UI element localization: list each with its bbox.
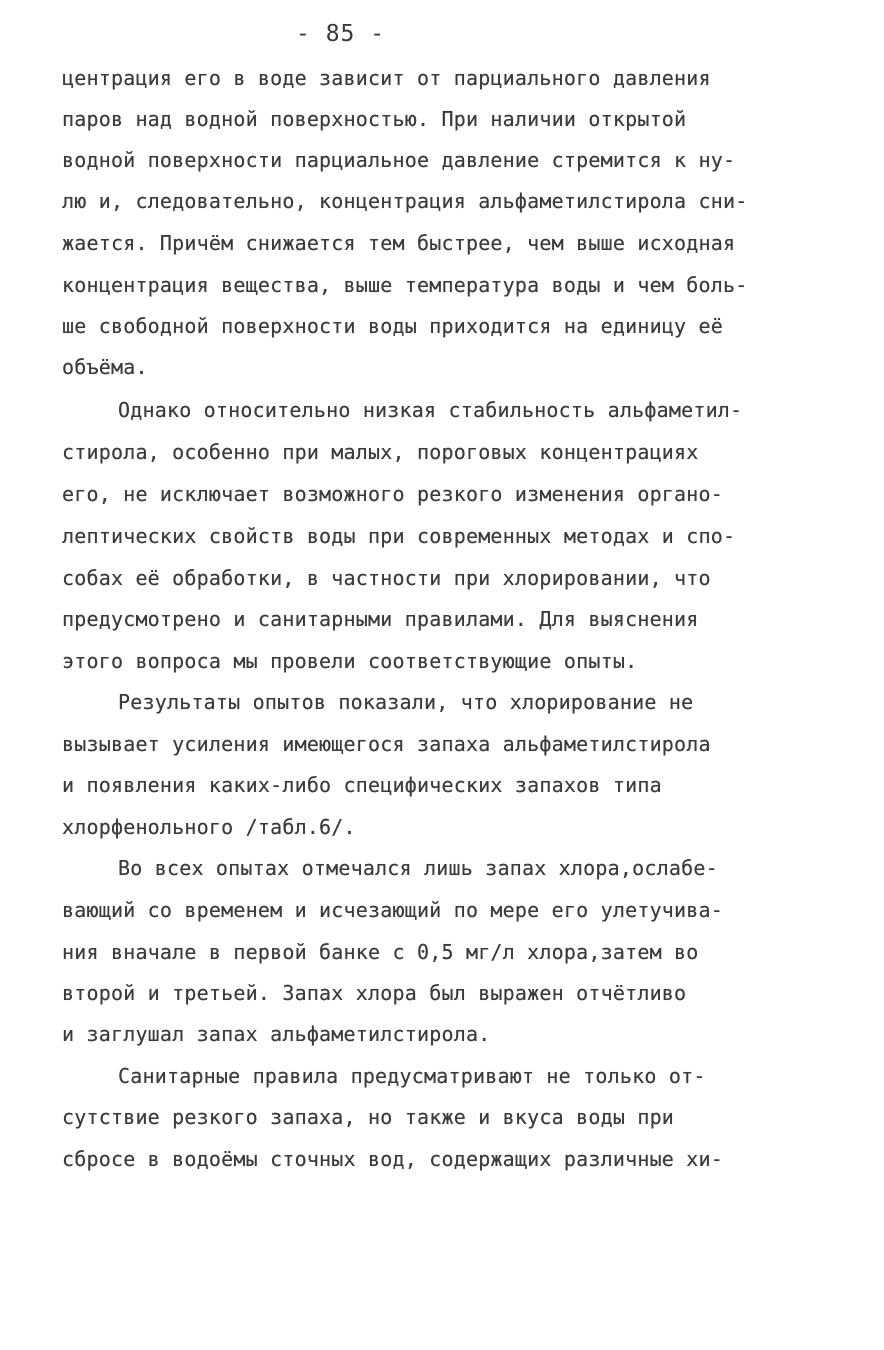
text-line: концентрация вещества, выше температура воды и чем боль- [62,273,748,297]
text-line: собах её обработки, в частности при хлорировании, что [62,566,711,590]
page-number: - 85 - [296,21,386,47]
text-line: хлорфенольного /табл.6/. [62,815,356,839]
text-line: сутствие резкого запаха, но также и вкуса воды при [62,1105,675,1129]
text-line: этого вопроса мы провели соответствующие опыты. [62,649,638,673]
text-line: паров над водной поверхностью. При наличии открытой [62,107,687,131]
text-line: второй и третьей. Запах хлора был выражен отчётливо [62,981,687,1005]
text-line: ния вначале в первой банке с 0,5 мг/л хлора,затем во [62,940,699,964]
paragraph-first-line: Результаты опытов показали, что хлорирование не [118,690,694,714]
text-line: ше свободной поверхности воды приходится на единицу её [62,314,724,338]
paragraph-first-line: Во всех опытах отмечался лишь запах хлора,ослабе- [118,856,718,880]
text-line: его, не исключает возможного резкого изменения органо- [62,482,724,506]
text-line: предусмотрено и санитарными правилами. Для выяснения [62,607,699,631]
text-line: вающий со временем и исчезающий по мере его улетучива- [62,898,724,922]
text-line: сбросе в водоёмы сточных вод, содержащих различные хи- [62,1147,724,1171]
paragraph-first-line: Однако относительно низкая стабильность альфаметил- [118,398,743,422]
text-line: центрация его в воде зависит от парциального давления [62,66,711,90]
text-line: и появления каких-либо специфических запахов типа [62,773,662,797]
text-line: лю и, следовательно, концентрация альфаметилстирола сни- [62,189,748,213]
text-line: жается. Причём снижается тем быстрее, чем выше исходная [62,231,736,255]
text-line: водной поверхности парциальное давление стремится к ну- [62,148,736,172]
paragraph-first-line: Санитарные правила предусматривают не только от- [118,1064,706,1088]
text-line: лептических свойств воды при современных методах и спо- [62,524,736,548]
text-line: объёма. [62,355,148,379]
text-line: и заглушал запах альфаметилстирола. [62,1022,491,1046]
text-line: вызывает усиления имеющегося запаха альфаметилстирола [62,732,711,756]
text-line: стирола, особенно при малых, пороговых концентрациях [62,440,699,464]
